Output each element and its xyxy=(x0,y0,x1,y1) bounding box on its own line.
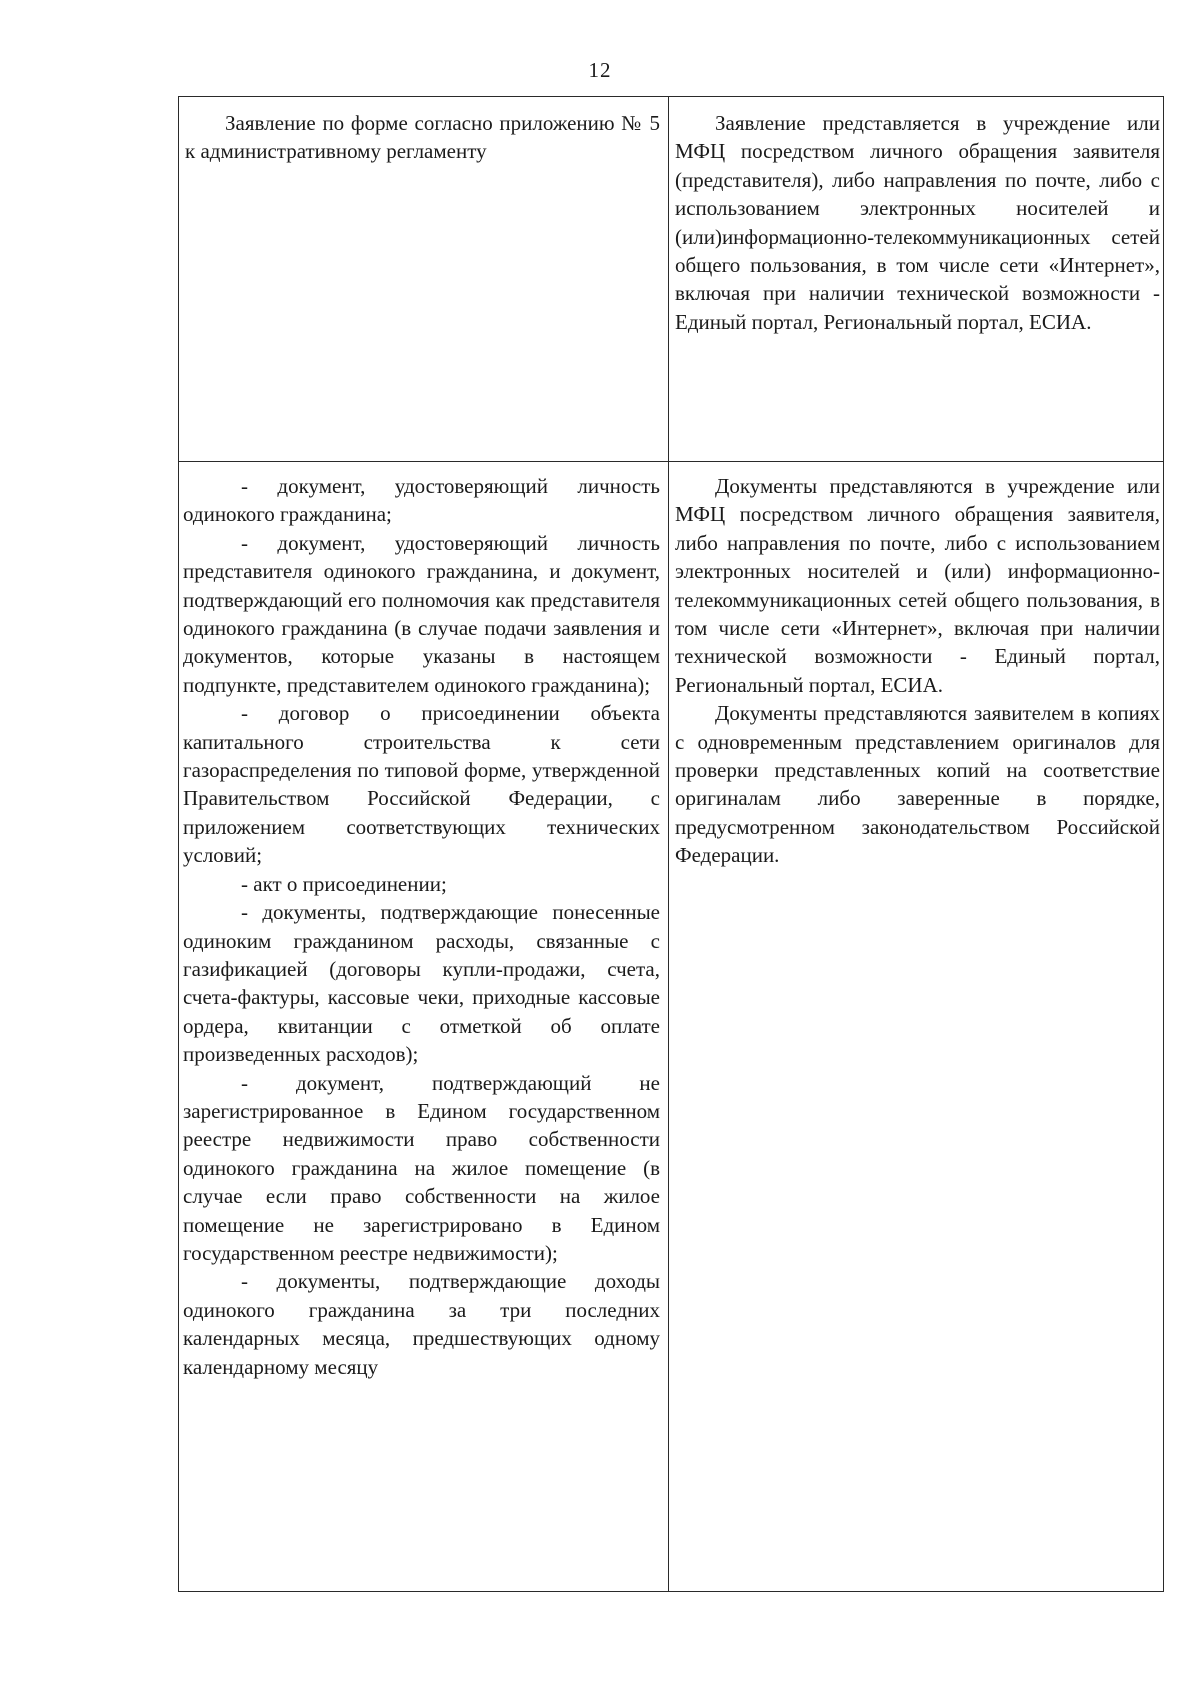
documents-submission-text: Документы представляются в учреждение или МФЦ посредством личного обращения заявителя, либо направления по почте, либо с использованием электронных носителей и (или) информационно-телекоммуникационных сетей общего пользования, в том числе сети «Интернет», включая при наличии технической возможности - Единый портал, Региональный портал, ЕСИА. xyxy=(675,474,1160,697)
document-list-item: - документ, подтверждающий не зарегистрированное в Едином государственном реестре недвижимости право собственности одинокого гражданина на жилое помещение (в случае если право собственности на жилое помещение не зарегистрировано в Едином государственном реестре недвижимости); xyxy=(183,1070,660,1265)
table-cell xyxy=(669,462,1164,1592)
application-submission-text: Заявление представляется в учреждение или МФЦ посредством личного обращения заявителя (представителя), либо направления по почте, либо с использованием электронных носителей и (или)информационно-телекоммуникационных сетей общего пользования, в том числе сети «Интернет», включая при наличии технической возможности - Единый портал, Региональный портал, ЕСИА. xyxy=(675,111,1160,334)
table-row xyxy=(179,97,1164,462)
table-cell xyxy=(669,97,1164,462)
page-number: 12 xyxy=(588,58,612,82)
documents-copies-text: Документы представляются заявителем в копиях с одновременным представлением оригиналов для проверки представленных копий на соответствие оригиналам либо заверенные в порядке, предусмотренном законодательством Российской Федерации. xyxy=(675,701,1160,868)
table-cell xyxy=(179,462,669,1592)
document-table xyxy=(178,96,1164,1592)
document-list-item: - документ, удостоверяющий личность представителя одинокого гражданина, и документ, подтверждающий его полномочия как представителя одинокого гражданина (в случае подачи заявления и документов, которые указаны в настоящем подпункте, представителем одинокого гражданина); xyxy=(183,530,660,697)
application-form-text: Заявление по форме согласно приложению № 5 к административному регламенту xyxy=(185,111,660,164)
table-row xyxy=(179,462,1164,1592)
document-list-item: - документы, подтверждающие понесенные одиноким гражданином расходы, связанные с газификацией (договоры купли-продажи, счета, счета-фактуры, кассовые чеки, приходные кассовые ордера, квитанции с отметкой об оплате произведенных расходов); xyxy=(183,900,660,1067)
document-list-item: - документы, подтверждающие доходы одинокого гражданина за три последних календарных месяца, предшествующих одному календарному месяцу xyxy=(183,1269,660,1379)
table-cell xyxy=(179,97,669,462)
document-list-item: - документ, удостоверяющий личность одинокого гражданина; xyxy=(183,474,660,527)
document-list-item: - акт о присоединении; xyxy=(241,871,447,896)
document-list-item: - договор о присоединении объекта капитального строительства к сети газораспределения по типовой форме, утвержденной Правительством Российской Федерации, с приложением соответствующих технических условий; xyxy=(183,701,660,868)
